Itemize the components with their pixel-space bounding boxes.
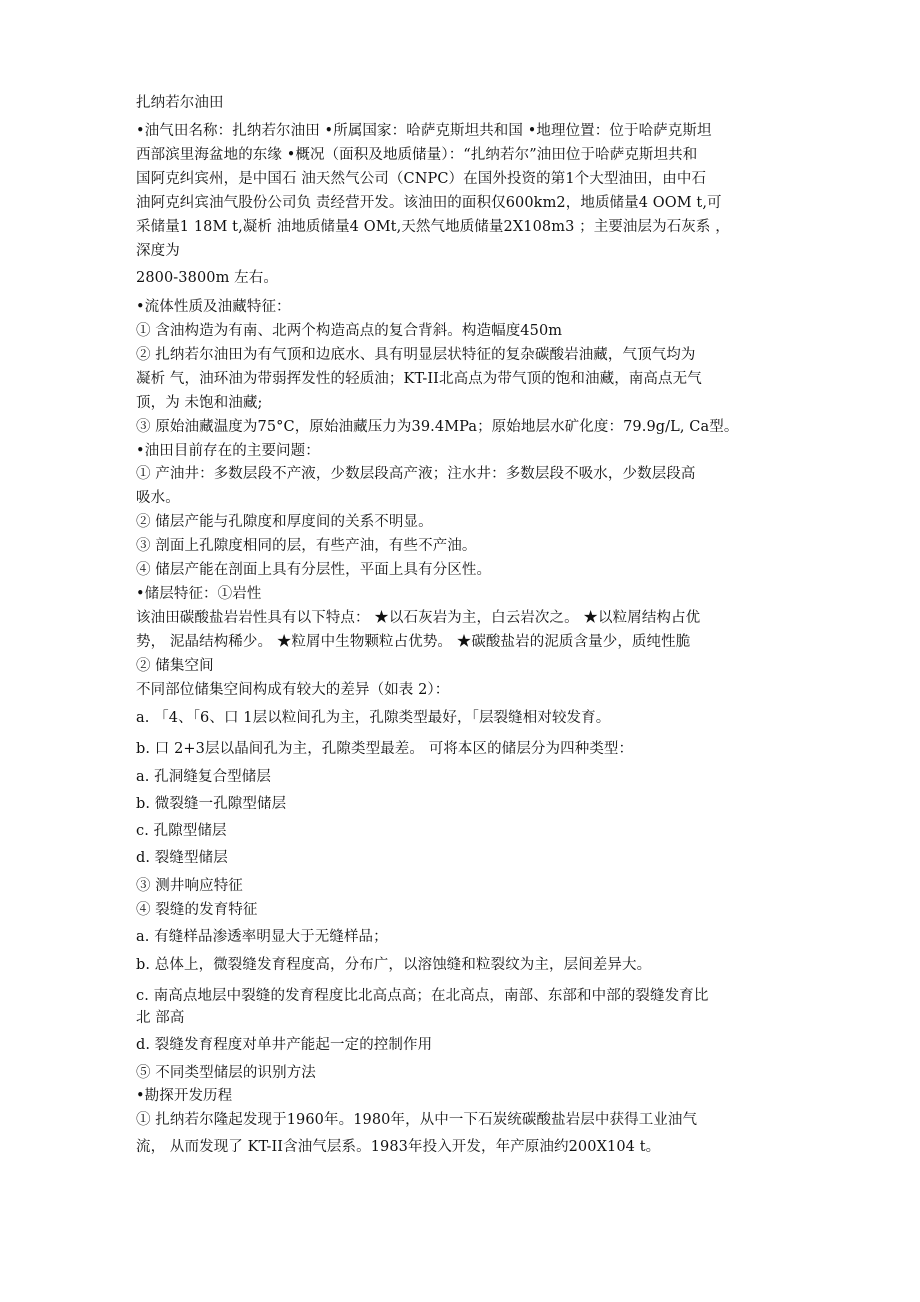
text-line: 不同部位储集空间构成有较大的差异（如表 2）： [136, 682, 450, 698]
text-line: 2800-3800m 左右。 [136, 270, 278, 286]
text-line: 深度为 [136, 243, 180, 259]
text-line: ④ 储层产能在剖面上具有分层性，平面上具有分区性。 [136, 562, 492, 578]
text-line: ③ 剖面上孔隙度相同的层，有些产油，有些不产油。 [136, 538, 477, 554]
text-line: ③ 测井响应特征 [136, 878, 243, 894]
text-line: ⑤ 不同类型储层的识别方法 [136, 1065, 316, 1081]
text-line: 凝析 气，油环油为带弱挥发性的轻质油；KT-II北高点为带气顶的饱和油藏，南高点无气 [136, 371, 702, 387]
text-line: b. 口 2+3层以晶间孔为主，孔隙类型最差。 可将本区的储层分为四种类型： [136, 741, 634, 757]
text-line: a. 「4、「6、口 1层以粒间孔为主，孔隙类型最好，「层裂缝相对较发育。 [136, 710, 611, 726]
text-line: 北 部高 [136, 1010, 185, 1026]
text-line: 采储量1 18M t,凝析 油地质储量4 OMt,天然气地质储量2X108m3 ；主要油层为石灰系 ， [136, 219, 730, 235]
document-title: 扎纳若尔油田 [136, 95, 224, 111]
text-line: 顶，为 未饱和油藏; [136, 395, 263, 411]
text-line: 国阿克纠宾州，是中国石 油天然气公司（CNPC）在国外投资的第1个大型油田，由中石 [136, 171, 707, 187]
list-item: c. 孔隙型储层 [136, 823, 227, 839]
text-line: 该油田碳酸盐岩岩性具有以下特点： ★以石灰岩为主，白云岩次之。 ★以粒屑结构占优 [136, 610, 701, 626]
list-item: c. 南高点地层中裂缝的发育程度比北高点高；在北高点，南部、东部和中部的裂缝发育比 [136, 988, 709, 1004]
text-line: 势， 泥晶结构稀少。 ★粒屑中生物颗粒占优势。 ★碳酸盐岩的泥质含量少，质纯性脆 [136, 634, 691, 650]
list-item: d. 裂缝发育程度对单井产能起一定的控制作用 [136, 1037, 433, 1053]
text-line: ① 扎纳若尔隆起发现于1960年。1980年，从中一下石炭统碳酸盐岩层中获得工业油气 [136, 1112, 698, 1128]
text-line: 西部滨里海盆地的东缘 •概况（面积及地质储量）：“扎纳若尔”油田位于哈萨克斯坦共和 [136, 147, 698, 163]
section-heading: •流体性质及油藏特征： [136, 299, 291, 315]
section-heading: •勘探开发历程 [136, 1088, 233, 1104]
text-line: ② 储集空间 [136, 658, 214, 674]
text-line: ③ 原始油藏温度为75°C，原始油藏压力为39.4MPa；原始地层水矿化度：79.9g/L, Ca型。 [136, 419, 739, 435]
text-line: 吸水。 [136, 490, 180, 506]
list-item: b. 总体上，微裂缝发育程度高，分布广，以溶蚀缝和粒裂纹为主，层间差异大。 [136, 957, 652, 973]
text-line: ④ 裂缝的发育特征 [136, 902, 258, 918]
text-line: •油气田名称：扎纳若尔油田 •所属国家：哈萨克斯坦共和国 •地理位置：位于哈萨克斯坦 [136, 123, 712, 139]
text-line: ① 产油井：多数层段不产液，少数层段高产液；注水井：多数层段不吸水，少数层段高 [136, 466, 696, 482]
text-line: ① 含油构造为有南、北两个构造高点的复合背斜。构造幅度450m [136, 323, 563, 339]
list-item: a. 有缝样品渗透率明显大于无缝样品； [136, 929, 388, 945]
text-line: ② 扎纳若尔油田为有气顶和边底水、具有明显层状特征的复杂碳酸岩油藏，气顶气均为 [136, 347, 696, 363]
text-line: 流， 从而发现了 KT-II含油气层系。1983年投入开发，年产原油约200X104 t。 [136, 1139, 661, 1155]
list-item: a. 孔洞缝复合型储层 [136, 769, 271, 785]
list-item: b. 微裂缝一孔隙型储层 [136, 796, 287, 812]
text-line: 油阿克纠宾油气股份公司负 责经营开发。该油田的面积仅600km2，地质储量4 OOM t,可 [136, 195, 722, 211]
section-heading: •油田目前存在的主要问题： [136, 443, 320, 459]
text-line: ② 储层产能与孔隙度和厚度间的关系不明显。 [136, 514, 433, 530]
list-item: d. 裂缝型储层 [136, 850, 228, 866]
section-heading: •储层特征：①岩性 [136, 586, 262, 602]
